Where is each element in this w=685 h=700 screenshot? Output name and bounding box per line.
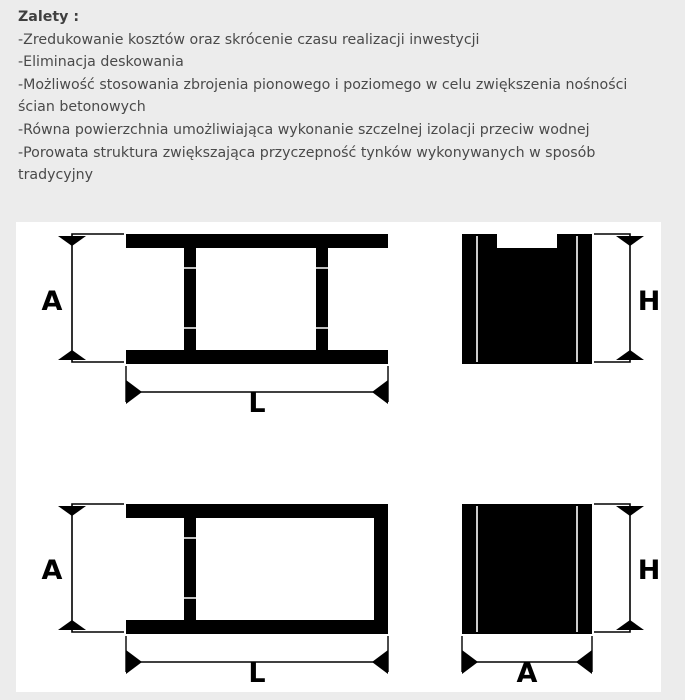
advantage-item: -Porowata struktura zwiększająca przyczepność tynków wykonywanych w sposób tradycyjny: [18, 144, 596, 184]
dimension-a-top: [58, 234, 124, 362]
block-side-section-bottom: [462, 504, 592, 634]
advantage-item: -Równa powierzchnia umożliwiająca wykonanie szczelnej izolacji przeciw wodnej: [18, 121, 590, 138]
dimension-label-h: H: [637, 286, 661, 317]
dimension-label-l: L: [248, 388, 266, 419]
dimension-label-h: H: [637, 555, 661, 586]
block-plan-two-chambers: [126, 234, 388, 364]
block-dimension-diagram: [16, 222, 661, 692]
block-side-section-top: [462, 234, 592, 364]
advantages-section: [18, 6, 668, 187]
advantage-item: -Możliwość stosowania zbrojenia pionowego i poziomego w celu zwiększenia nośności ścian betonowych: [18, 76, 628, 116]
dimension-label-a: A: [41, 555, 63, 586]
advantage-item: -Eliminacja deskowania: [18, 54, 184, 71]
dimension-a-bottom: [58, 504, 124, 632]
dimension-h-top: [594, 234, 644, 362]
advantage-item: -Zredukowanie kosztów oraz skrócenie czasu realizacji inwestycji: [18, 31, 480, 48]
dimension-label-l: L: [248, 658, 266, 689]
dimension-label-a: A: [516, 658, 538, 689]
dimension-h-bottom: [594, 504, 644, 632]
dimension-label-a: A: [41, 286, 63, 317]
advantages-heading: Zalety :: [18, 9, 79, 25]
block-plan-single-chamber: [126, 504, 388, 634]
